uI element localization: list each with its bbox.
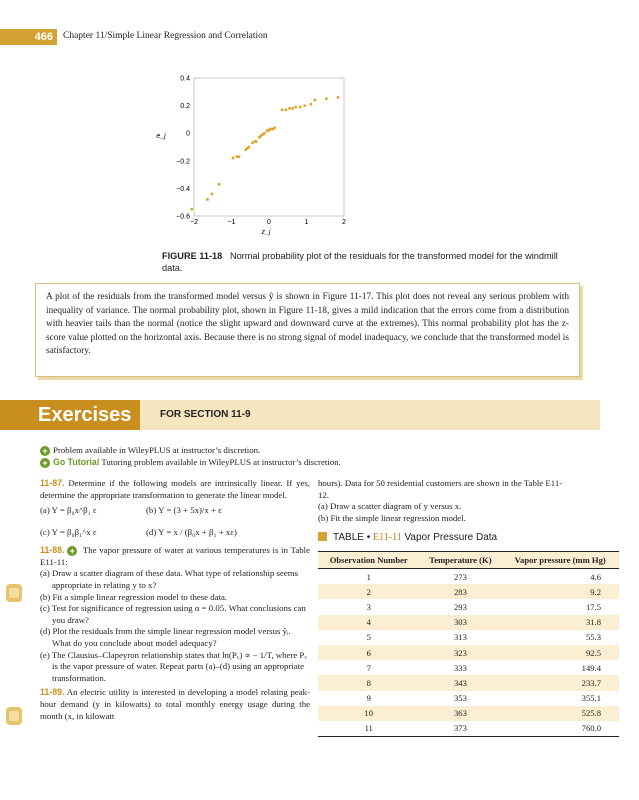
data-point xyxy=(337,96,340,99)
cell-temperature: 333 xyxy=(453,662,467,673)
cell-vapor-pressure: 9.2 xyxy=(501,584,619,599)
x-tick-label: 1 xyxy=(304,219,309,226)
table-row xyxy=(318,706,619,721)
data-point xyxy=(255,140,258,143)
data-point xyxy=(247,146,250,149)
problem-89-cont: hours). Data for 50 residential customers are shown in the Table E11-12. xyxy=(318,478,563,500)
table-caption: Vapor Pressure Data xyxy=(404,532,498,543)
col-temperature: Temperature (K) xyxy=(419,552,501,569)
data-point xyxy=(288,107,291,110)
plus-icon: + xyxy=(40,458,50,468)
plus-icon: + xyxy=(67,546,77,556)
legend-problem xyxy=(40,445,260,456)
table-row xyxy=(318,660,619,675)
page-number: 466 xyxy=(0,29,57,45)
col-observation: Observation Number xyxy=(318,552,419,569)
go-tutorial-label: Go Tutorial xyxy=(53,457,100,467)
col-vapor-pressure: Vapor pressure (mm Hg) xyxy=(501,552,619,569)
data-point xyxy=(299,106,302,109)
cell-vapor-pressure: 55.3 xyxy=(585,632,601,643)
data-point xyxy=(325,97,328,100)
cell-observation: 2 xyxy=(318,584,419,599)
figure-caption-text: Normal probability plot of the residuals for the transformed model for the windmill data. xyxy=(162,251,558,273)
cell-vapor-pressure: 233.7 xyxy=(501,675,619,690)
cell-temperature: 353 xyxy=(453,693,467,704)
y-tick-label: −0.2 xyxy=(176,158,190,166)
plus-icon: + xyxy=(40,446,50,456)
cell-vapor-pressure: 355.1 xyxy=(581,693,601,704)
data-point xyxy=(263,132,266,135)
legend-tutorial xyxy=(40,457,341,468)
data-point xyxy=(291,107,294,110)
cell-temperature: 323 xyxy=(419,645,501,660)
exercises-title: Exercises xyxy=(38,404,132,426)
cell-temperature: 293 xyxy=(453,601,467,612)
problem-89-intro: An electric utility is interested in developing a model relating peak-hour demand (y in kilowatts) to total monthly energy usage during the month (x, in kilowatt xyxy=(40,687,310,721)
data-point xyxy=(206,198,209,201)
explanation-box xyxy=(35,283,580,377)
cell-temperature: 373 xyxy=(419,721,501,737)
problem-87-number: 11-87. xyxy=(40,478,65,488)
problem-87-c: (c) Y = β₀β₁^x ε xyxy=(40,527,97,538)
explanation-text: A plot of the residuals from the transformed model versus ŷ is shown in Figure 11-17. This plot does not reveal any serious problem with inequality of variance. The normal probability plot, shown in Figure 11-18, gives a mild indication that the errors come from a distribution with heavier tails than the normal (notice the slight upward and downward curve at the extremes). This normal probability plot has the z-score value plotted on the horizontal axis. Because there is no strong signal of model inadequacy, we conclude that the transformed model is satisfactory. xyxy=(46,292,569,356)
data-point xyxy=(310,103,313,106)
wileyplus-icon[interactable] xyxy=(6,584,22,602)
table-title: TABLE • E11-11 Vapor Pressure Data xyxy=(318,532,497,543)
right-column xyxy=(318,478,568,524)
cell-observation: 6 xyxy=(318,645,419,660)
legend-tutorial-text: Tutoring problem available in WileyPLUS at instructor’s discretion. xyxy=(101,457,341,467)
left-column xyxy=(40,478,310,722)
problem-87 xyxy=(40,478,310,501)
cell-observation: 8 xyxy=(318,675,419,690)
y-tick-label: −0.6 xyxy=(176,213,190,221)
problem-89-b: (b) Fit the simple linear regression model. xyxy=(318,512,466,523)
x-axis-label: z_j xyxy=(261,229,271,236)
problem-88-d: (d) Plot the residuals from the simple linear regression model versus ŷᵢ. What do you conclude about model adequacy? xyxy=(40,626,291,648)
normal-probability-plot xyxy=(150,68,365,245)
table-marker xyxy=(318,532,327,541)
table-label-prefix: TABLE xyxy=(333,532,364,543)
cell-observation: 4 xyxy=(318,615,419,630)
cell-vapor-pressure: 31.8 xyxy=(501,615,619,630)
exercises-section: FOR SECTION 11-9 xyxy=(160,409,251,420)
y-tick-label: 0.2 xyxy=(180,103,190,111)
cell-vapor-pressure: 92.5 xyxy=(501,645,619,660)
table-row xyxy=(318,675,619,690)
cell-observation: 11 xyxy=(318,721,419,737)
legend-problem-text: Problem available in WileyPLUS at instructor’s discretion. xyxy=(53,445,261,455)
cell-observation: 1 xyxy=(366,571,371,582)
cell-observation: 5 xyxy=(366,632,371,643)
cell-observation: 10 xyxy=(318,706,419,721)
figure-label: FIGURE 11-18 xyxy=(162,251,223,261)
table-row xyxy=(318,569,619,585)
cell-vapor-pressure: 4.6 xyxy=(590,571,601,582)
table-row xyxy=(318,691,619,706)
problem-87-a: (a) Y = β₀x^β₁ ε xyxy=(40,505,97,516)
problem-88-a: (a) Draw a scatter diagram of these data. What type of relationship seems appropriate in relating y to x? xyxy=(40,568,299,590)
problem-87-cd xyxy=(40,521,310,541)
cell-temperature: 303 xyxy=(419,615,501,630)
wileyplus-icon[interactable] xyxy=(6,707,22,725)
table-id: E11-11 xyxy=(373,532,402,543)
figure-caption xyxy=(162,250,562,274)
problem-88-b: (b) Fit a simple linear regression model to these data. xyxy=(40,591,228,602)
cell-vapor-pressure: 525.8 xyxy=(501,706,619,721)
vapor-pressure-table xyxy=(318,551,619,737)
cell-temperature: 343 xyxy=(419,675,501,690)
table-row xyxy=(318,630,619,645)
table-row xyxy=(318,599,619,614)
plot-svg xyxy=(150,68,365,240)
data-point xyxy=(238,155,241,158)
table-row xyxy=(318,721,619,737)
y-tick-label: 0 xyxy=(186,130,190,138)
problem-88-intro: The vapor pressure of water at various temperatures is in Table E11-11: xyxy=(40,545,310,567)
cell-observation: 7 xyxy=(366,662,371,673)
problem-89 xyxy=(40,687,310,722)
y-tick-label: 0.4 xyxy=(180,75,190,83)
table-row xyxy=(318,615,619,630)
problem-87-d: (d) Y = x / (β₀x + β₁ + xε) xyxy=(146,527,237,538)
data-point xyxy=(281,108,284,111)
x-tick-label: 2 xyxy=(342,219,346,226)
cell-observation: 9 xyxy=(366,693,371,704)
cell-vapor-pressure: 17.5 xyxy=(585,601,601,612)
x-tick-label: −2 xyxy=(190,219,198,226)
cell-temperature: 363 xyxy=(419,706,501,721)
problem-89-a: (a) Draw a scatter diagram of y versus x. xyxy=(318,501,462,512)
cell-observation: 3 xyxy=(366,601,371,612)
table-row xyxy=(318,645,619,660)
problem-87-ab xyxy=(40,501,310,521)
y-tick-label: −0.4 xyxy=(176,185,190,193)
data-point xyxy=(190,208,193,211)
problem-88-e: (e) The Clausius–Clapeyron relationship states that ln(Pᵥ) ∝ − 1/T, where Pᵥ is the vapor pressure of water. Repeat parts (a)–(d) using an appropriate transformation. xyxy=(40,649,307,683)
cell-temperature: 283 xyxy=(419,584,501,599)
cell-vapor-pressure: 760.0 xyxy=(501,721,619,737)
data-point xyxy=(211,193,214,196)
problem-88-number: 11-88. xyxy=(40,545,65,556)
data-point xyxy=(303,104,306,107)
data-point xyxy=(294,106,297,109)
table-row xyxy=(318,584,619,599)
plot-frame xyxy=(194,78,344,216)
problem-88-c: (c) Test for significance of regression using α = 0.05. What conclusions can you draw? xyxy=(40,603,306,625)
data-point xyxy=(313,99,316,102)
x-tick-label: 0 xyxy=(267,219,271,226)
y-axis-label: e_j xyxy=(156,133,166,140)
problem-88 xyxy=(40,545,310,568)
problem-89-number: 11-89. xyxy=(40,687,65,698)
data-point xyxy=(284,108,287,111)
chapter-title: Chapter 11/Simple Linear Regression and Correlation xyxy=(63,31,268,41)
problem-87-intro: Determine if the following models are intrinsically linear. If yes, determine the appropriate transformation to generate the linear model. xyxy=(40,478,310,500)
problem-87-b: (b) Y = (3 + 5x)/x + ε xyxy=(146,505,222,516)
data-point xyxy=(273,126,276,129)
data-point xyxy=(218,183,221,186)
cell-temperature: 313 xyxy=(453,632,467,643)
x-tick-label: −1 xyxy=(227,219,236,226)
data-point xyxy=(232,157,235,160)
cell-vapor-pressure: 149.4 xyxy=(581,662,601,673)
cell-temperature: 273 xyxy=(453,571,467,582)
